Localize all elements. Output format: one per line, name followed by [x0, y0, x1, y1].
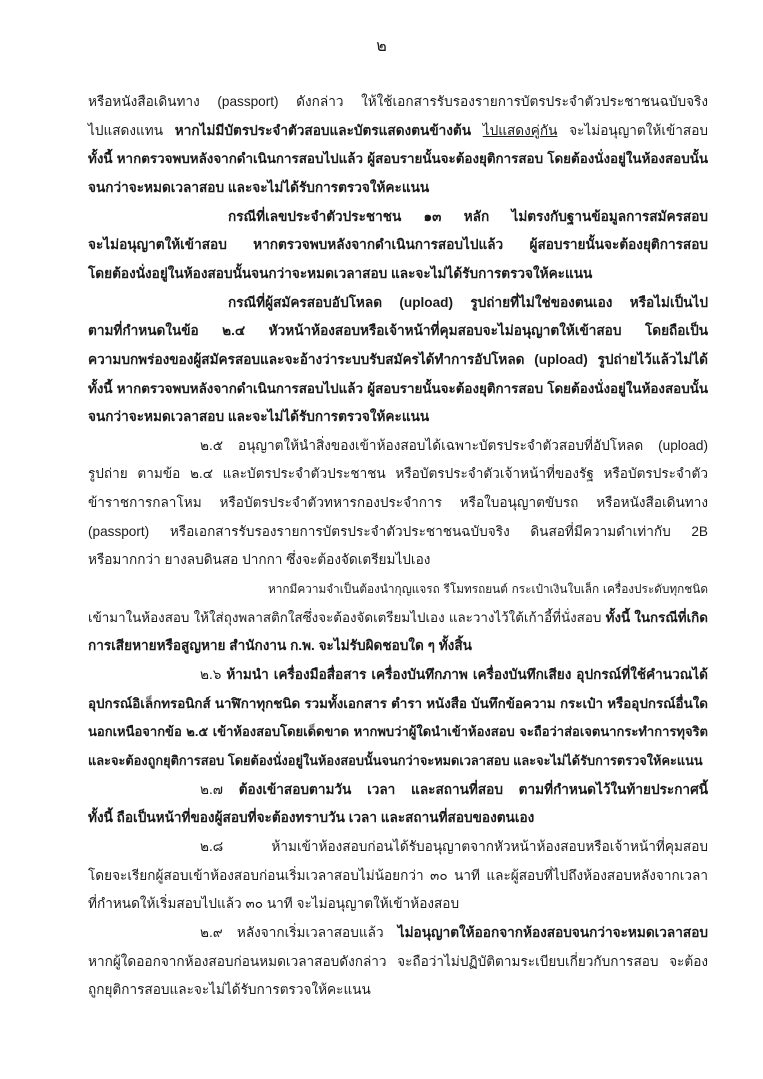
text-span: ๒.๗ — [200, 781, 239, 797]
bold-text: อุปกรณ์อิเล็กทรอนิกส์ นาฬิกาทุกชนิด รวมทั้งเอกสาร ตำรา หนังสือ บันทึกข้อความ กระเป๋า หรืออุปกรณ์อื่นใด — [88, 695, 708, 711]
text-line — [200, 779, 708, 801]
bold-text: และจะต้องถูกยุติการสอบ โดยต้องนั่งอยู่ในห้องสอบนั้นจนกว่าจะหมดเวลาสอบ และจะไม่ได้รับการตรวจให้คะแนน — [88, 752, 703, 768]
bold-text: ไม่อนุญาตให้ออกจากห้องสอบจนกว่าจะหมดเวลาสอบ — [397, 924, 708, 940]
text-line — [88, 979, 708, 1001]
text-span: หากผู้ใดออกจากห้องสอบก่อนหมดเวลาสอบดังกล่าว จะถือว่าไม่ปฏิบัติตามระเบียบเกี่ยวกับการสอบ จะต้อง — [88, 953, 708, 969]
text-line — [88, 951, 708, 973]
text-line — [88, 635, 708, 657]
bold-text: นอกเหนือจากข้อ ๒.๕ เข้าห้องสอบโดยเด็ดขาด หากพบว่าผู้ใดนำเข้าห้องสอบ จะถือว่าส่อเจตนากระทำการทุจริต — [88, 724, 708, 740]
text-span: ถูกยุติการสอบและจะไม่ได้รับการตรวจให้คะแนน — [88, 982, 371, 998]
text-line — [88, 521, 708, 543]
text-line — [88, 693, 708, 715]
bold-text: ตามที่กำหนดในข้อ ๒.๔ หัวหน้าห้องสอบหรือเจ้าหน้าที่คุมสอบจะไม่อนุญาตให้เข้าสอบ โดยถือเป็น — [88, 323, 708, 339]
text-line — [88, 549, 708, 571]
text-line — [88, 406, 708, 428]
underlined-text: ไปแสดงคู่กัน — [482, 122, 558, 138]
text-span: หรือหนังสือเดินทาง (passport) ดังกล่าว ให้ใช้เอกสารรับรองรายการบัตรประจำตัวประชาชนฉบับจริง — [88, 94, 708, 109]
text-span: หากมีความจำเป็นต้องนำกุญแจรถ รีโมทรถยนต์ กระเป๋าเงินใบเล็ก เครื่องประดับทุกชนิด — [268, 582, 708, 597]
bold-text: โดยต้องนั่งอยู่ในห้องสอบนั้นจนกว่าจะหมดเวลาสอบ และจะไม่ได้รับการตรวจให้คะแนน — [88, 265, 593, 281]
text-line — [88, 893, 708, 915]
bold-text: ต้องเข้าสอบตามวัน เวลา และสถานที่สอบ ตามที่กำหนดไว้ในท้ายประกาศนี้ — [238, 781, 708, 797]
text-line — [88, 607, 708, 629]
text-span: ไปแสดงแทน — [88, 122, 175, 138]
text-span: ๒.๘ ห้ามเข้าห้องสอบก่อนได้รับอนุญาตจากหัวหน้าห้องสอบหรือเจ้าหน้าที่คุมสอบ — [200, 838, 708, 854]
bold-text: ทั้งนี้ ถือเป็นหน้าที่ของผู้สอบที่จะต้องทราบวัน เวลา และสถานที่สอบของตนเอง — [88, 810, 535, 826]
bold-text: ความบกพร่องของผู้สมัครสอบและจะอ้างว่าระบบรับสมัครได้ทำการอัปโหลด (upload) รูปถ่ายไว้แล้วไม่ได้ — [88, 351, 708, 367]
text-span: ข้าราชการกลาโหม หรือบัตรประจำตัวทหารกองประจำการ หรือใบอนุญาตขับรถ หรือหนังสือเดินทาง — [88, 495, 708, 511]
text-line — [88, 750, 708, 772]
text-line — [228, 292, 708, 314]
bold-text: จะไม่อนุญาตให้เข้าสอบ หากตรวจพบหลังจากดำเนินการสอบไปแล้ว ผู้สอบรายนั้นจะต้องยุติการสอบ — [88, 237, 708, 253]
text-line — [88, 378, 708, 400]
text-line — [88, 148, 708, 170]
text-line — [88, 349, 708, 371]
text-span: ๒.๙ หลังจากเริ่มเวลาสอบแล้ว — [200, 924, 398, 940]
text-line — [200, 435, 708, 457]
bold-text: ทั้งนี้ ในกรณีที่เกิด — [605, 609, 708, 625]
text-line — [268, 578, 708, 600]
text-span: หรือมากกว่า ยางลบดินสอ ปากกา ซึ่งจะต้องจัดเตรียมไปเอง — [88, 552, 431, 568]
bold-text: ทั้งนี้ หากตรวจพบหลังจากดำเนินการสอบไปแล้ว ผู้สอบรายนั้นจะต้องยุติการสอบ โดยต้องนั่งอยู่ในห้องสอบนั้น — [88, 151, 708, 167]
text-line — [200, 664, 708, 686]
text-span: รูปถ่าย ตามข้อ ๒.๔ และบัตรประจำตัวประชาชน หรือบัตรประจำตัวเจ้าหน้าที่ของรัฐ หรือบัตรประจำตัว — [88, 466, 708, 482]
bold-text: การเสียหายหรือสูญหาย สำนักงาน ก.พ. จะไม่รับผิดชอบใด ๆ ทั้งสิ้น — [88, 638, 472, 654]
text-line — [88, 91, 708, 113]
text-line — [88, 263, 708, 285]
text-span: ที่กำหนดให้เริ่มสอบไปแล้ว ๓๐ นาที จะไม่อนุญาตให้เข้าห้องสอบ — [88, 896, 460, 912]
text-line — [88, 721, 708, 743]
bold-text: จนกว่าจะหมดเวลาสอบ และจะไม่ได้รับการตรวจให้คะแนน — [88, 409, 430, 425]
text-line — [88, 177, 708, 199]
text-line — [200, 836, 708, 858]
text-span: (passport) หรือเอกสารรับรองรายการบัตรประจำตัวประชาชนฉบับจริง ดินสอที่มีความดำเท่ากับ 2B — [88, 523, 708, 539]
bold-text: กรณีที่เลขประจำตัวประชาชน ๑๓ หลัก ไม่ตรงกับฐานข้อมูลการสมัครสอบ — [228, 208, 708, 224]
text-line — [228, 206, 708, 228]
text-span: จะไม่อนุญาตให้เข้าสอบ — [557, 122, 708, 138]
bold-text: ห้ามนำ เครื่องมือสื่อสาร เครื่องบันทึกภาพ เครื่องบันทึกเสียง อุปกรณ์ที่ใช้คำนวณได้ — [226, 667, 708, 682]
text-line — [88, 120, 708, 142]
bold-text: หากไม่มีบัตรประจำตัวสอบและบัตรแสดงตนข้างต้น — [174, 122, 483, 138]
text-span: ๒.๖ — [200, 667, 227, 682]
text-span: เข้ามาในห้องสอบ ให้ใส่ถุงพลาสติกใสซึ่งจะต้องจัดเตรียมไปเอง และวางไว้ใต้เก้าอี้ที่นั่งสอบ — [88, 609, 606, 625]
text-line — [88, 865, 708, 887]
bold-text: จนกว่าจะหมดเวลาสอบ และจะไม่ได้รับการตรวจให้คะแนน — [88, 179, 430, 195]
text-line — [88, 492, 708, 514]
text-span: โดยจะเรียกผู้สอบเข้าห้องสอบก่อนเริ่มเวลาสอบไม่น้อยกว่า ๓๐ นาที และผู้สอบที่ไปถึงห้องสอบหลังจากเวลา — [88, 867, 708, 883]
text-line — [88, 320, 708, 342]
text-line — [200, 922, 708, 944]
text-span: ๒.๕ อนุญาตให้นำสิ่งของเข้าห้องสอบได้เฉพาะบัตรประจำตัวสอบที่อัปโหลด (upload) — [200, 437, 708, 453]
text-line — [88, 463, 708, 485]
text-line — [88, 807, 708, 829]
text-line — [88, 234, 708, 256]
bold-text: กรณีที่ผู้สมัครสอบอัปโหลด (upload) รูปถ่ายที่ไม่ใช่ของตนเอง หรือไม่เป็นไป — [228, 294, 708, 310]
page-number: ๒ — [376, 38, 387, 55]
bold-text: ทั้งนี้ หากตรวจพบหลังจากดำเนินการสอบไปแล้ว ผู้สอบรายนั้นจะต้องยุติการสอบ โดยต้องนั่งอยู่ในห้องสอบนั้น — [88, 380, 708, 396]
